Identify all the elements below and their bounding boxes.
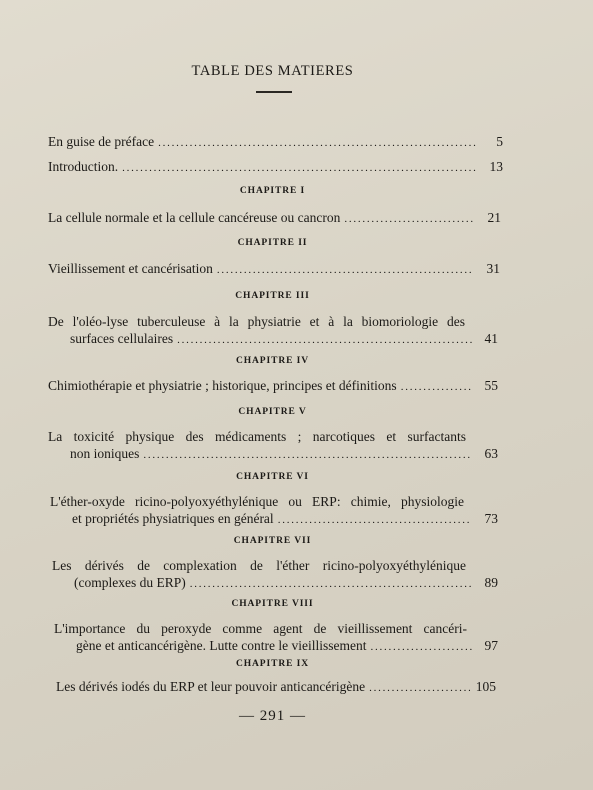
toc-entry-text: Les dérivés de complexation de l'éther ricino-polyoxyéthylénique — [52, 558, 466, 573]
dot-leader — [143, 447, 472, 464]
toc-entry-chapter-4[interactable] — [48, 377, 498, 394]
toc-entry-text: En guise de préface — [48, 134, 155, 149]
toc-page-number: 63 — [484, 446, 498, 461]
toc-entry-text-continued: et propriétés physiatriques en général — [72, 511, 274, 526]
toc-page-number: 105 — [475, 679, 496, 694]
chapter-heading: CHAPITRE IV — [236, 356, 309, 366]
toc-entry-text-continued: surfaces cellulaires — [70, 331, 174, 346]
toc-page-number: 73 — [484, 511, 498, 526]
dot-leader — [217, 262, 474, 279]
toc-entry-text: Vieillissement et cancérisation — [48, 261, 213, 276]
toc-page-number: 89 — [484, 575, 498, 590]
dot-leader — [122, 160, 477, 177]
toc-entry-chapter-9[interactable] — [56, 678, 496, 695]
dot-leader — [158, 135, 477, 152]
toc-entry-text: L'importance du peroxyde comme agent de vieillissement cancéri- — [54, 621, 467, 636]
toc-entry-preface[interactable] — [48, 133, 503, 150]
dot-leader — [344, 211, 475, 228]
page-title: TABLE DES MATIERES — [191, 63, 354, 79]
dot-leader — [371, 639, 473, 656]
toc-entry-text-continued: non ioniques — [70, 446, 140, 461]
chapter-heading: CHAPITRE II — [237, 238, 308, 248]
toc-entry-text-continued: gène et anticancérigène. Lutte contre le vieillissement — [76, 638, 367, 653]
toc-page-number: 41 — [484, 331, 498, 346]
page-number-footer: — 291 — — [239, 708, 306, 724]
toc-entry-text: De l'oléo-lyse tuberculeuse à la physiatrie et à la biomoriologie des — [48, 314, 465, 329]
toc-entry-text: Les dérivés iodés du ERP et leur pouvoir anticancérigène — [56, 679, 366, 694]
toc-page-number: 5 — [496, 134, 503, 149]
toc-entry-text: Chimiothérapie et physiatrie ; historique, principes et définitions — [48, 378, 397, 393]
chapter-heading: CHAPITRE VI — [236, 472, 309, 482]
toc-page-number: 31 — [486, 261, 500, 276]
toc-entry-text-continued: (complexes du ERP) — [74, 575, 186, 590]
toc-entry-chapter-3[interactable] — [48, 313, 498, 347]
chapter-heading: CHAPITRE I — [239, 186, 306, 196]
chapter-heading: CHAPITRE VII — [233, 536, 312, 546]
toc-page-number: 21 — [487, 210, 501, 225]
dot-leader — [278, 512, 472, 529]
chapter-heading: CHAPITRE V — [238, 407, 307, 417]
toc-page-number: 13 — [489, 159, 503, 174]
toc-entry-chapter-7[interactable] — [52, 557, 498, 591]
chapter-heading: CHAPITRE III — [235, 291, 310, 301]
toc-entry-chapter-5[interactable] — [48, 428, 498, 462]
toc-page-number: 55 — [484, 378, 498, 393]
toc-entry-chapter-2[interactable] — [48, 260, 500, 277]
dot-leader — [177, 332, 472, 349]
chapter-heading: CHAPITRE VIII — [231, 599, 314, 609]
toc-entry-introduction[interactable] — [48, 158, 503, 175]
dot-leader — [190, 576, 472, 593]
toc-entry-text: Introduction. — [48, 159, 119, 174]
dot-leader — [401, 379, 472, 396]
toc-entry-text: La cellule normale et la cellule cancéreuse ou cancron — [48, 210, 341, 225]
chapter-heading: CHAPITRE IX — [236, 659, 309, 669]
title-rule — [256, 91, 292, 93]
toc-entry-chapter-8[interactable] — [54, 620, 498, 654]
toc-entry-text: L'éther-oxyde ricino-polyoxyéthylénique ou ERP: chimie, physiologie — [50, 494, 464, 509]
toc-page-number: 97 — [484, 638, 498, 653]
dot-leader — [369, 680, 470, 697]
toc-entry-chapter-1[interactable] — [48, 209, 501, 226]
toc-entry-chapter-6[interactable] — [50, 493, 498, 527]
toc-entry-text: La toxicité physique des médicaments ; narcotiques et surfactants — [48, 429, 466, 444]
